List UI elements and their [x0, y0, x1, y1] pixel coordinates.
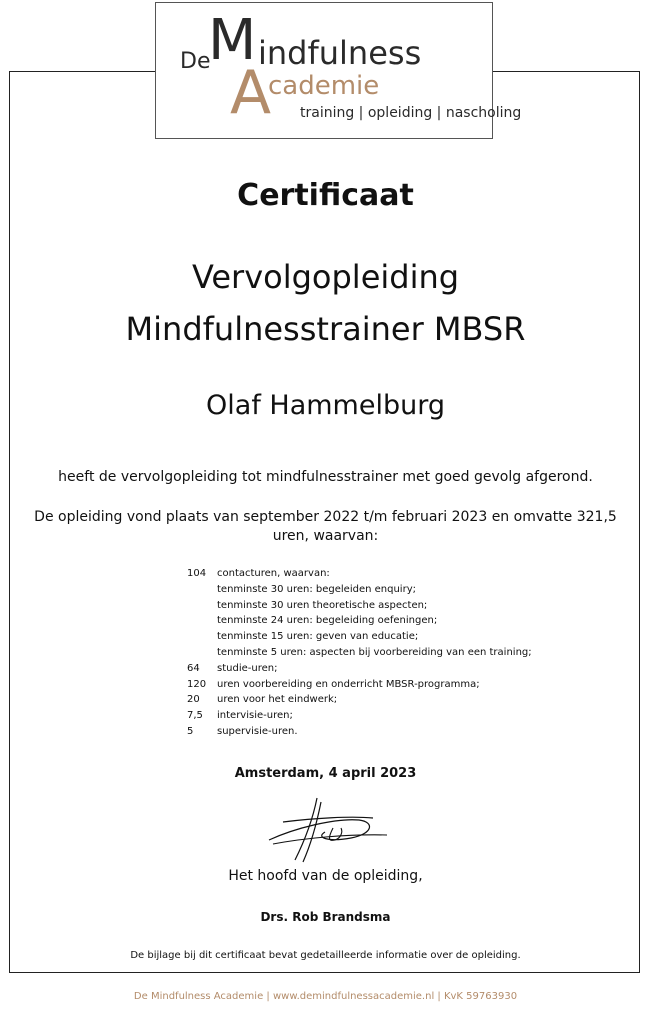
- course-name-line2: Mindfulnesstrainer MBSR: [125, 310, 526, 348]
- hours-value: 104: [187, 568, 207, 579]
- logo-mindfulness-rest: indfulness: [258, 34, 422, 72]
- hours-row: [187, 692, 532, 708]
- hours-description: tenminste 24 uren: begeleiding oefeningen;: [217, 615, 438, 627]
- hours-description: uren voor het eindwerk;: [217, 694, 338, 706]
- hours-description: tenminste 15 uren: geven van educatie;: [217, 631, 419, 643]
- signer-name: Drs. Rob Brandsma: [260, 910, 391, 924]
- course-name-line1: Vervolgopleiding: [191, 258, 460, 296]
- hours-value: 5: [187, 725, 194, 737]
- hours-row: [187, 724, 532, 740]
- hours-subrow: [187, 613, 532, 629]
- footer-contact: De Mindfulness Academie | www.demindfulnessacademie.nl | KvK 59763930: [133, 991, 518, 1002]
- hours-value: 64: [187, 662, 200, 674]
- logo-academie-rest: cademie: [268, 71, 380, 101]
- handwritten-signature: [255, 788, 395, 868]
- hours-description: tenminste 5 uren: aspecten bij voorbereiding van een training;: [217, 646, 532, 658]
- signer-role: Het hoofd van de opleiding,: [228, 868, 423, 884]
- recipient-name: Olaf Hammelburg: [206, 390, 445, 421]
- hours-row: [187, 677, 532, 693]
- logo-mindfulness-initial: M: [208, 8, 257, 73]
- hours-subrow: [187, 645, 532, 661]
- hours-subrow: [187, 598, 532, 614]
- hours-description: studie-uren;: [217, 662, 278, 674]
- hours-description: supervisie-uren.: [217, 725, 298, 737]
- hours-value: 7,5: [187, 710, 203, 722]
- hours-description: tenminste 30 uren theoretische aspecten;: [217, 599, 428, 611]
- period-statement-line1: De opleiding vond plaats van september 2022 t/m februari 2023 en omvatte 321,5: [34, 509, 617, 525]
- hours-row: [187, 661, 532, 677]
- place-and-date: Amsterdam, 4 april 2023: [234, 766, 417, 781]
- hours-description: contacturen, waarvan:: [217, 568, 330, 579]
- hours-description: tenminste 30 uren: begeleiden enquiry;: [217, 583, 416, 595]
- logo-de: De: [180, 49, 211, 74]
- hours-description: uren voorbereiding en onderricht MBSR-programma;: [217, 678, 480, 690]
- hours-value: 120: [187, 678, 207, 690]
- period-statement-line2: uren, waarvan:: [272, 528, 379, 544]
- certificate-title: Certificaat: [237, 178, 414, 213]
- hours-value: 20: [187, 694, 200, 706]
- hours-description: intervisie-uren;: [217, 710, 293, 722]
- hours-subrow: [187, 629, 532, 645]
- completion-statement: heeft de vervolgopleiding tot mindfulnesstrainer met goed gevolg afgerond.: [58, 469, 593, 485]
- academy-logo: [155, 2, 522, 139]
- hours-subrow: [187, 582, 532, 598]
- hours-row: [187, 708, 532, 724]
- appendix-note: De bijlage bij dit certificaat bevat gedetailleerde informatie over de opleiding.: [130, 950, 521, 961]
- hours-breakdown-list: [187, 566, 532, 740]
- logo-academie-initial: A: [230, 58, 272, 128]
- hours-row: [187, 566, 532, 582]
- logo-tagline: training | opleiding | nascholing: [300, 105, 522, 121]
